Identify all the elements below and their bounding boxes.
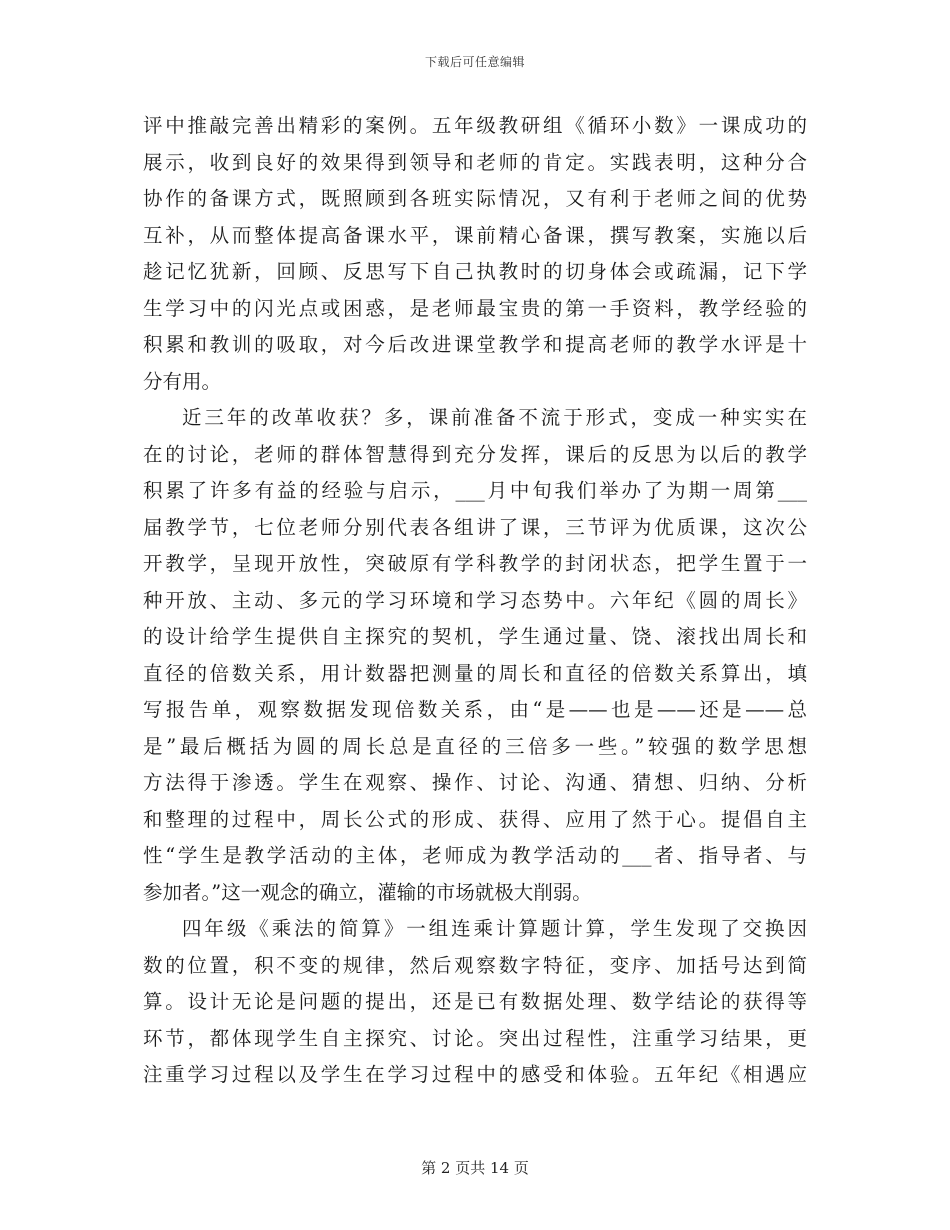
- text-line: 写报告单，观察数据发现倍数关系，由“是——也是——还是——总: [143, 698, 807, 721]
- text-line: 协作的备课方式，既照顾到各班实际情况，又有利于老师之间的优势: [143, 187, 807, 210]
- page-number-footer: 第 2 页共 14 页: [421, 1159, 529, 1177]
- text-line: 届教学节，七位老师分别代表各组讲了课，三节评为优质课，这次公: [143, 515, 807, 539]
- paragraph-2: [143, 400, 807, 911]
- text-line: 生学习中的闪光点或困惑，是老师最宝贵的第一手资料，教学经验的: [143, 296, 807, 320]
- text-line: 直径的倍数关系，用计数器把测量的周长和直径的倍数关系算出，填: [143, 661, 807, 685]
- text-line: 分有用。: [143, 369, 222, 393]
- text-line: 互补，从而整体提高备课水平，课前精心备课，撰写教案，实施以后: [143, 223, 807, 247]
- text-line: 算。设计无论是问题的提出，还是已有数据处理、数学结论的获得等: [143, 990, 807, 1013]
- text-line: 注重学习过程以及学生在学习过程中的感受和体验。五年纪《相遇应: [143, 1063, 807, 1086]
- text-line: 的设计给学生提供自主探究的契机，学生通过量、饶、滚找出周长和: [143, 625, 807, 648]
- text-line: 评中推敲完善出精彩的案例。五年级教研组《循环小数》一课成功的: [143, 114, 807, 137]
- paragraph-3: [143, 911, 807, 1094]
- document-body: [143, 108, 807, 1094]
- text-line: 参加者。”这一观念的确立，灌输的市场就极大削弱。: [143, 880, 592, 904]
- text-line: 积累了许多有益的经验与启示，___月中旬我们举办了为期一周第___: [143, 479, 807, 502]
- text-line: 方法得于渗透。学生在观察、操作、讨论、沟通、猜想、归纳、分析: [143, 771, 807, 794]
- text-line: 展示，收到良好的效果得到领导和老师的肯定。实践表明，这种分合: [143, 150, 807, 174]
- text-line: 在的讨论，老师的群体智慧得到充分发挥，课后的反思为以后的教学: [143, 442, 807, 466]
- text-line: 性“学生是教学活动的主体，老师成为教学活动的___者、指导者、与: [143, 844, 807, 867]
- text-line: 四年级《乘法的简算》一组连乘计算题计算，学生发现了交换因: [182, 917, 807, 940]
- text-line: 数的位置，积不变的规律，然后观察数字特征，变序、加括号达到简: [143, 953, 807, 977]
- page-header: 下载后可任意编辑: [424, 55, 525, 69]
- paragraph-1: [143, 108, 807, 400]
- text-line: 和整理的过程中，周长公式的形成、获得、应用了然于心。提倡自主: [143, 807, 807, 831]
- text-line: 近三年的改革收获？多，课前准备不流于形式，变成一种实实在: [182, 406, 807, 429]
- text-line: 积累和教训的吸取，对今后改进课堂教学和提高老师的教学水评是十: [143, 333, 807, 356]
- text-line: 环节，都体现学生自主探究、讨论。突出过程性，注重学习结果，更: [143, 1026, 807, 1050]
- text-line: 是”最后概括为圆的周长总是直径的三倍多一些。”较强的数学思想: [143, 734, 807, 758]
- text-line: 开教学，呈现开放性，突破原有学科教学的封闭状态，把学生置于一: [143, 552, 807, 575]
- text-line: 趁记忆犹新，回顾、反思写下自己执教时的切身体会或疏漏，记下学: [143, 260, 807, 283]
- text-line: 种开放、主动、多元的学习环境和学习态势中。六年纪《圆的周长》: [143, 588, 807, 612]
